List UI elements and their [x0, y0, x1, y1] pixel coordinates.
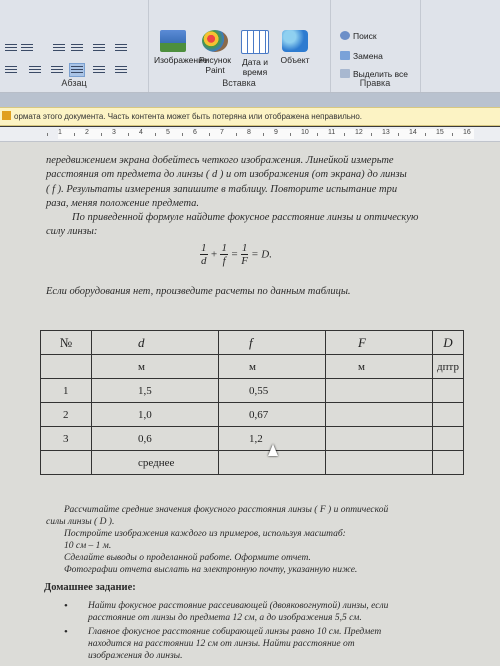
ruler-number: 14: [409, 129, 417, 136]
find-label: Поиск: [353, 31, 377, 41]
table-cell[interactable]: [433, 427, 464, 451]
select-all-icon: [340, 69, 350, 78]
bullet-icon: •: [64, 626, 68, 638]
table-average-row: [41, 451, 464, 475]
table-row: [41, 379, 464, 403]
ruler-tick: [155, 133, 156, 136]
ruler-tick: [317, 133, 318, 136]
insert-object-label: Объект: [280, 55, 310, 65]
task-line-6: Фотографии отчета выслать на электронную почту, указанную ниже.: [64, 565, 358, 575]
justify-left-button[interactable]: [28, 64, 42, 76]
homework-title: Домашнее задание:: [44, 582, 136, 593]
insert-image-label: Изображение: [154, 55, 208, 65]
table-cell[interactable]: [326, 379, 433, 403]
ruler-number: 12: [355, 129, 363, 136]
ruler-number: 6: [193, 129, 197, 136]
table-cell[interactable]: [326, 403, 433, 427]
ruler-tick: [371, 133, 372, 136]
insert-group: [148, 0, 331, 92]
header-F: F: [326, 331, 433, 355]
header-number: №: [41, 331, 92, 355]
table-cell: 1,2: [219, 427, 326, 451]
table-cell: 0,67: [219, 403, 326, 427]
paragraph-settings-button[interactable]: [114, 64, 128, 76]
justify-button[interactable]: [70, 64, 84, 76]
table-header-row: [41, 331, 464, 355]
homework-2-line-2: находится на расстоянии 12 см от линзы. Найти расстояние от: [88, 639, 355, 649]
indent-button[interactable]: [4, 64, 18, 76]
align-center-button[interactable]: [20, 42, 34, 54]
replace-button[interactable]: [340, 50, 383, 62]
ruler-tick: [263, 133, 264, 136]
unit-cell: [41, 355, 92, 379]
ruler-tick: [74, 133, 75, 136]
average-label: среднее: [92, 451, 219, 475]
select-all-button[interactable]: [340, 68, 408, 80]
ruler-number: 8: [247, 129, 251, 136]
table-cell: 1,5: [92, 379, 219, 403]
task-line-4: 10 см – 1 м.: [64, 541, 112, 551]
paragraph-group: [0, 0, 149, 92]
unit-cell: м: [219, 355, 326, 379]
numbering-button[interactable]: [70, 42, 84, 54]
insert-image-button[interactable]: [154, 30, 208, 65]
homework-1-line-1: Найти фокусное расстояние рассеивающей (двояковогнутой) линзы, если: [88, 601, 389, 611]
align-left-button[interactable]: [4, 42, 18, 54]
object-icon: [282, 30, 308, 52]
paragraph-2-line-2: силу линзы:: [46, 226, 98, 237]
homework-1-line-2: расстояние от линзы до предмета 12 см, а до изображения 5,5 см.: [88, 613, 362, 623]
paragraph-2-line-1: По приведенной формуле найдите фокусное расстояние линзы и оптическую: [72, 212, 419, 223]
header-D: D: [433, 331, 464, 355]
ruler[interactable]: [0, 127, 500, 142]
formula-result: = D.: [251, 248, 272, 261]
table-cell[interactable]: [433, 403, 464, 427]
find-button[interactable]: [340, 30, 377, 42]
table-cell: 1,0: [92, 403, 219, 427]
unit-cell: дптр: [433, 355, 464, 379]
ruler-tick: [101, 133, 102, 136]
unit-cell: м: [92, 355, 219, 379]
ruler-tick: [398, 133, 399, 136]
table-cell: 2: [41, 403, 92, 427]
bullet-icon: •: [64, 600, 68, 612]
table-row: [41, 403, 464, 427]
table-cell: 0,55: [219, 379, 326, 403]
task-line-5: Сделайте выводы о проделанной работе. Оформите отчет.: [64, 553, 311, 563]
justify-right-button[interactable]: [92, 64, 106, 76]
replace-label: Замена: [353, 51, 383, 61]
ruler-tick: [209, 133, 210, 136]
insert-group-label: Вставка: [222, 78, 256, 88]
search-icon: [340, 31, 350, 40]
paragraph-group-label: Абзац: [61, 78, 87, 88]
ruler-number: 16: [463, 129, 471, 136]
paragraph-3: Если оборудования нет, произведите расчеты по данным таблицы.: [46, 286, 351, 297]
task-line-2: силы линзы ( D ).: [46, 517, 115, 527]
select-all-label: Выделить все: [353, 69, 408, 79]
ruler-number: 13: [382, 129, 390, 136]
unit-cell: м: [326, 355, 433, 379]
paragraph-1-line-3: ( f ). Результаты измерения запишите в таблицу. Повторите испытание три: [46, 184, 398, 195]
table-cell: 3: [41, 427, 92, 451]
ruler-number: 11: [328, 129, 336, 136]
insert-paint-button[interactable]: [196, 30, 234, 75]
task-line-1: Рассчитайте средние значения фокусного расстояния линзы ( F ) и оптической: [64, 505, 389, 515]
line-spacing-button[interactable]: [114, 42, 128, 54]
paragraph-1-line-1: передвижением экрана добейтесь четкого изображения. Линейкой измерьте: [46, 155, 394, 166]
ruler-tick: [128, 133, 129, 136]
warning-icon: [2, 111, 11, 120]
paragraph-1-line-4: раза, меняя положение предмета.: [46, 198, 200, 209]
insert-datetime-label: Дата и время: [242, 57, 268, 77]
ruler-number: 9: [274, 129, 278, 136]
ruler-tick: [452, 133, 453, 136]
bullets-button[interactable]: [52, 42, 66, 54]
ruler-tick: [290, 133, 291, 136]
ruler-tick: [425, 133, 426, 136]
measurements-table: [40, 330, 464, 475]
mouse-cursor-icon: [268, 444, 278, 456]
ruler-number: 4: [139, 129, 143, 136]
table-units-row: [41, 355, 464, 379]
table-cell: 0,6: [92, 427, 219, 451]
insert-object-button[interactable]: [276, 30, 314, 65]
homework-2-line-3: изображения до линзы.: [88, 651, 183, 661]
ruler-number: 10: [301, 129, 309, 136]
table-cell[interactable]: [433, 379, 464, 403]
homework-2-line-1: Главное фокусное расстояние собирающей линзы равно 10 см. Предмет: [88, 627, 382, 637]
editing-group-label: Правка: [359, 78, 391, 88]
table-cell[interactable]: [326, 427, 433, 451]
ruler-tick: [236, 133, 237, 136]
document-page[interactable]: [0, 142, 500, 666]
warning-text: ормата этого документа. Часть контента может быть потеряна или отображена неправильно.: [14, 112, 363, 121]
ruler-number: 15: [436, 129, 444, 136]
table-cell[interactable]: [433, 451, 464, 475]
ruler-number: 3: [112, 129, 116, 136]
paint-palette-icon: [202, 30, 228, 52]
table-row: [41, 427, 464, 451]
lens-formula: $\frac{1}{d}$ + $\frac{1}{f}$ = $\frac{1}{F}$ = D.: [201, 242, 272, 267]
replace-icon: [340, 51, 350, 60]
ribbon: [0, 0, 500, 93]
table-cell: [41, 451, 92, 475]
ruler-tick: [344, 133, 345, 136]
compatibility-warning-bar: [0, 107, 500, 126]
ruler-number: 1: [58, 129, 62, 136]
header-f: f: [219, 331, 326, 355]
ruler-tick: [47, 133, 48, 136]
insert-paint-label: Рисунок Paint: [198, 55, 232, 75]
ruler-number: 2: [85, 129, 89, 136]
insert-datetime-button[interactable]: [236, 30, 274, 77]
ruler-tick: [182, 133, 183, 136]
ruler-number: 5: [166, 129, 170, 136]
table-cell[interactable]: [326, 451, 433, 475]
task-line-3: Постройте изображения каждого из примеров, используя масштаб:: [64, 529, 346, 539]
header-d: d: [92, 331, 219, 355]
calendar-icon: [241, 30, 269, 54]
ribbon-separator: [0, 93, 500, 107]
ruler-number: 7: [220, 129, 224, 136]
decrease-indent-button[interactable]: [92, 42, 106, 54]
paragraph-1-line-2: расстояния от предмета до линзы ( d ) и от изображения (от экрана) до линзы: [46, 169, 407, 180]
table-cell: 1: [41, 379, 92, 403]
justify-center-button[interactable]: [50, 64, 64, 76]
image-icon: [160, 30, 186, 52]
